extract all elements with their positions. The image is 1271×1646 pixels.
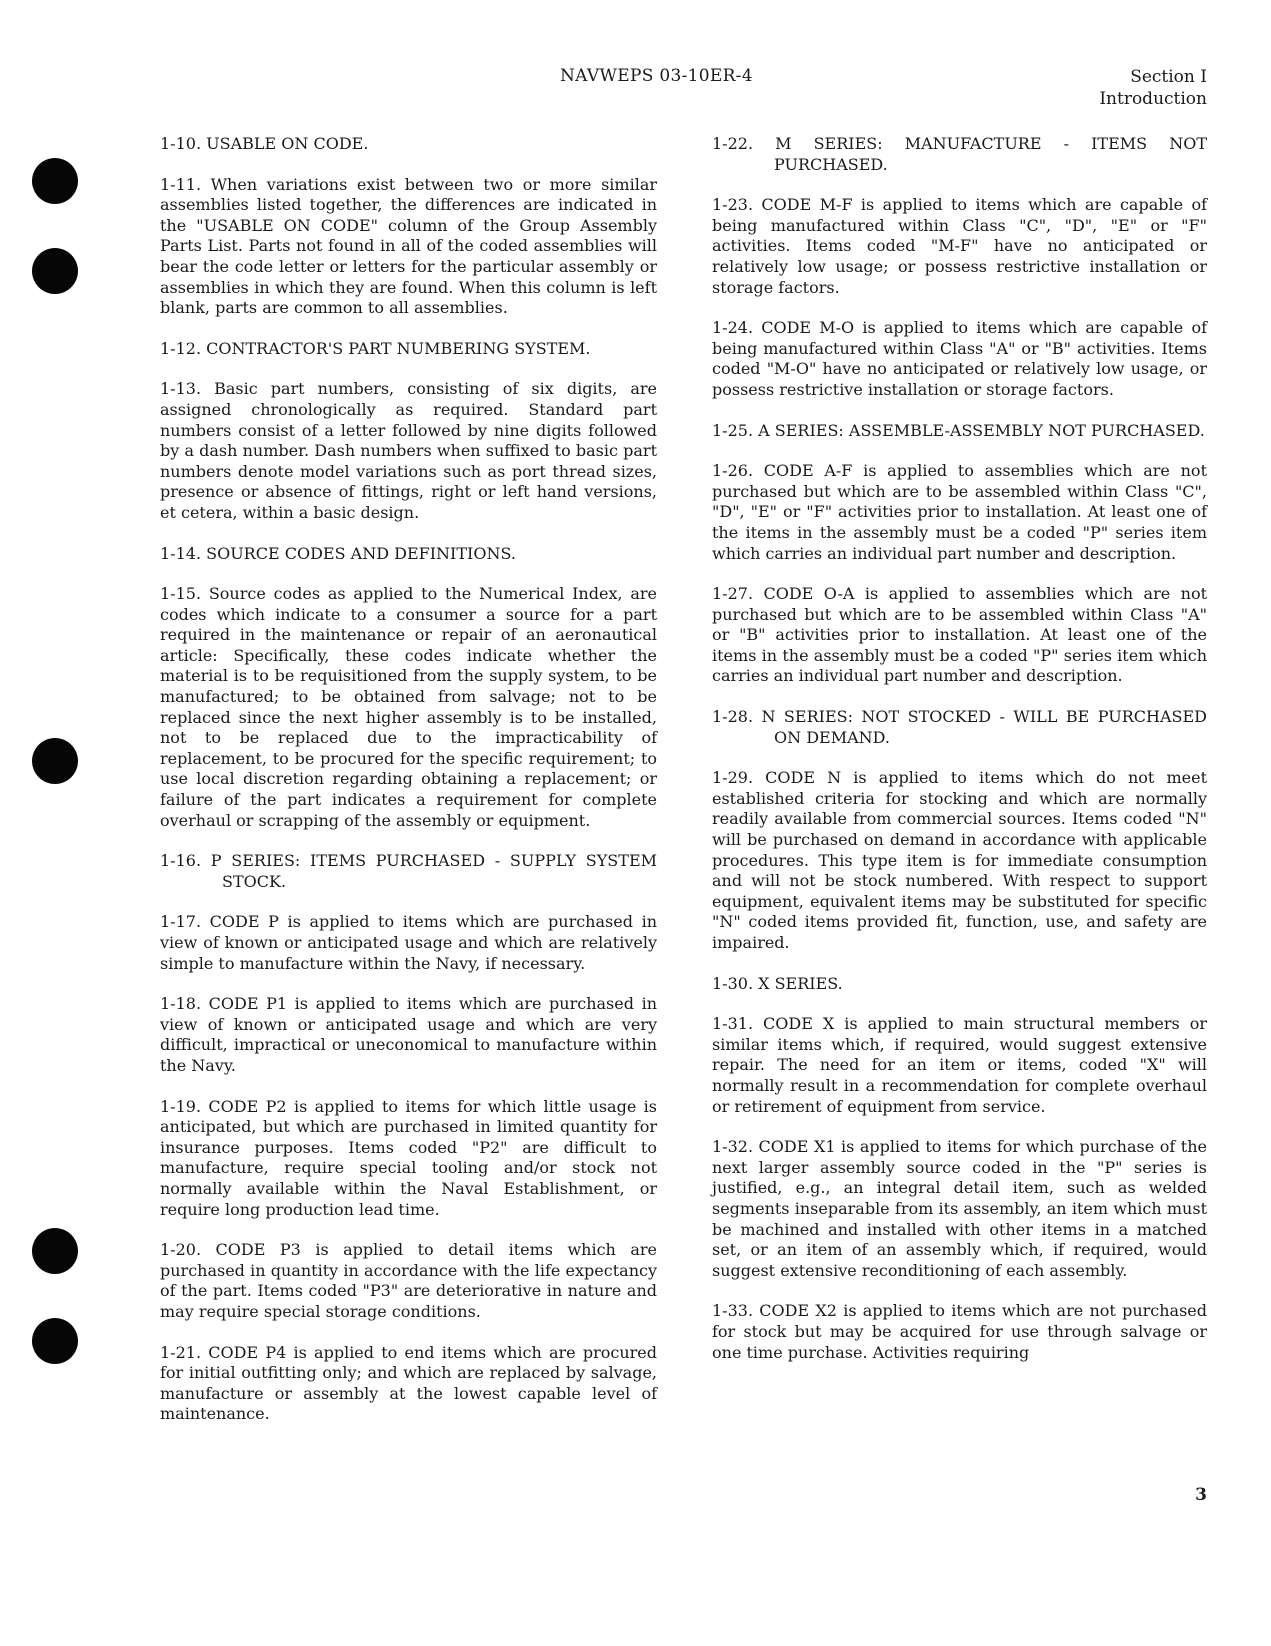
punch-hole	[32, 158, 78, 204]
punch-hole	[32, 1228, 78, 1274]
paragraph: 1-21. CODE P4 is applied to end items which are procured for initial outfitting only; and which are replaced by salvage, manufacture or assembly at the lowest capable level of maintenance.	[160, 1342, 657, 1424]
paragraph-heading: 1-12. CONTRACTOR'S PART NUMBERING SYSTEM.	[160, 338, 591, 358]
punch-hole	[32, 1318, 78, 1364]
paragraph-heading: 1-25. A SERIES: ASSEMBLE-ASSEMBLY NOT PURCHASED.	[712, 420, 1205, 440]
paragraph-heading: 1-22. M SERIES: MANUFACTURE - ITEMS NOT PURCHASED.	[712, 134, 1207, 174]
document-id: NAVWEPS 03-10ER-4	[560, 66, 753, 86]
paragraph: 1-19. CODE P2 is applied to items for which little usage is anticipated, but which are purchased in limited quantity for insurance purposes. Items coded "P2" are difficult to manufacture, require special tooling and/or stock not normally available within the Naval Establishment, or require long production lead time.	[160, 1096, 657, 1219]
left-column	[160, 134, 657, 1445]
paragraph: 1-13. Basic part numbers, consisting of six digits, are assigned chronologically as required. Standard part numbers consist of a letter followed by nine digits followed by a dash number. Dash numbers when suffixed to basic part numbers denote model variations such as port thread sizes, presence or absence of fittings, right or left hand versions, et cetera, within a basic design.	[160, 379, 657, 522]
paragraph: 1-23. CODE M-F is applied to items which are capable of being manufactured within Class "C", "D", "E" or "F" activities. Items coded "M-F" have no anticipated or relatively low usage; or possess restrictive installation or storage factors.	[712, 195, 1207, 297]
paragraph: 1-27. CODE O-A is applied to assemblies which are not purchased but which are to be assembled within Class "A" or "B" activities prior to installation. At least one of the items in the assembly must be a coded "P" series item which carries an individual part number and description.	[712, 584, 1207, 686]
paragraph: 1-11. When variations exist between two or more similar assemblies listed together, the differences are indicated in the "USABLE ON CODE" column of the Group Assembly Parts List. Parts not found in all of the coded assemblies will bear the code letter or letters for the particular assembly or assemblies in which they are found. When this column is left blank, parts are common to all assemblies.	[160, 174, 657, 318]
right-column	[712, 134, 1207, 1383]
paragraph-heading: 1-16. P SERIES: ITEMS PURCHASED - SUPPLY SYSTEM STOCK.	[160, 851, 657, 891]
paragraph: 1-33. CODE X2 is applied to items which are not purchased for stock but may be acquired for use through salvage or one time purchase. Activities requiring	[712, 1301, 1207, 1362]
paragraph-heading: 1-28. N SERIES: NOT STOCKED - WILL BE PURCHASED ON DEMAND.	[712, 707, 1207, 747]
paragraph-heading: 1-14. SOURCE CODES AND DEFINITIONS.	[160, 543, 516, 563]
page-number: 3	[1195, 1485, 1207, 1505]
paragraph: 1-18. CODE P1 is applied to items which are purchased in view of known or anticipated usage and which are very difficult, impractical or uneconomical to manufacture within the Navy.	[160, 994, 657, 1075]
paragraph: 1-29. CODE N is applied to items which do not meet established criteria for stocking and which are normally readily available from commercial sources. Items coded "N" will be purchased on demand in accordance with applicable procedures. This type item is for immediate consumption and will not be stock numbered. With respect to support equipment, equivalent items may be substituted for specific "N" coded items provided fit, function, use, and safety are impaired.	[712, 768, 1207, 952]
paragraph: 1-17. CODE P is applied to items which are purchased in view of known or anticipated usage and which are relatively simple to manufacture within the Navy, if necessary.	[160, 912, 657, 973]
paragraph: 1-20. CODE P3 is applied to detail items which are purchased in quantity in accordance with the life expectancy of the part. Items coded "P3" are deteriorative in nature and may require special storage conditions.	[160, 1240, 657, 1321]
punch-hole	[32, 248, 78, 294]
paragraph: 1-15. Source codes as applied to the Numerical Index, are codes which indicate to a consumer a source for a part required in the maintenance or repair of an aeronautical article: Specifically, these codes indicate whether the material is to be requisitioned from the supply system, to be manufactured; to be obtained from salvage; not to be replaced since the next higher assembly is to be installed, not to be replaced due to the impracticability of replacement, to be procured for the specific requirement; to use local discretion regarding obtaining a replacement; or failure of the part indicates a requirement for complete overhaul or scrapping of the assembly or equipment.	[160, 584, 657, 830]
paragraph-heading: 1-10. USABLE ON CODE.	[160, 134, 369, 153]
paragraph: 1-24. CODE M-O is applied to items which are capable of being manufactured within Class "A" or "B" activities. Items coded "M-O" have no anticipated or relatively low usage, or possess restrictive installation or storage factors.	[712, 318, 1207, 399]
paragraph-heading: 1-30. X SERIES.	[712, 973, 843, 993]
section-header	[1099, 66, 1207, 110]
section-label: Section I	[1130, 67, 1207, 87]
paragraph: 1-32. CODE X1 is applied to items for which purchase of the next larger assembly source coded in the "P" series is justified, e.g., an integral detail item, such as welded segments inseparable from its assembly, an item which must be machined and installed with other items in a matched set, or an item of an assembly which, if required, would suggest extensive reconditioning of each assembly.	[712, 1137, 1207, 1280]
section-title: Introduction	[1099, 89, 1207, 109]
punch-hole	[32, 738, 78, 784]
paragraph: 1-26. CODE A-F is applied to assemblies which are not purchased but which are to be assembled within Class "C", "D", "E" or "F" activities prior to installation. At least one of the items in the assembly must be a coded "P" series item which carries an individual part number and description.	[712, 461, 1207, 563]
paragraph: 1-31. CODE X is applied to main structural members or similar items which, if required, would suggest extensive repair. The need for an item or items, coded "X" will normally result in a recommendation for complete overhaul or retirement of equipment from service.	[712, 1014, 1207, 1116]
